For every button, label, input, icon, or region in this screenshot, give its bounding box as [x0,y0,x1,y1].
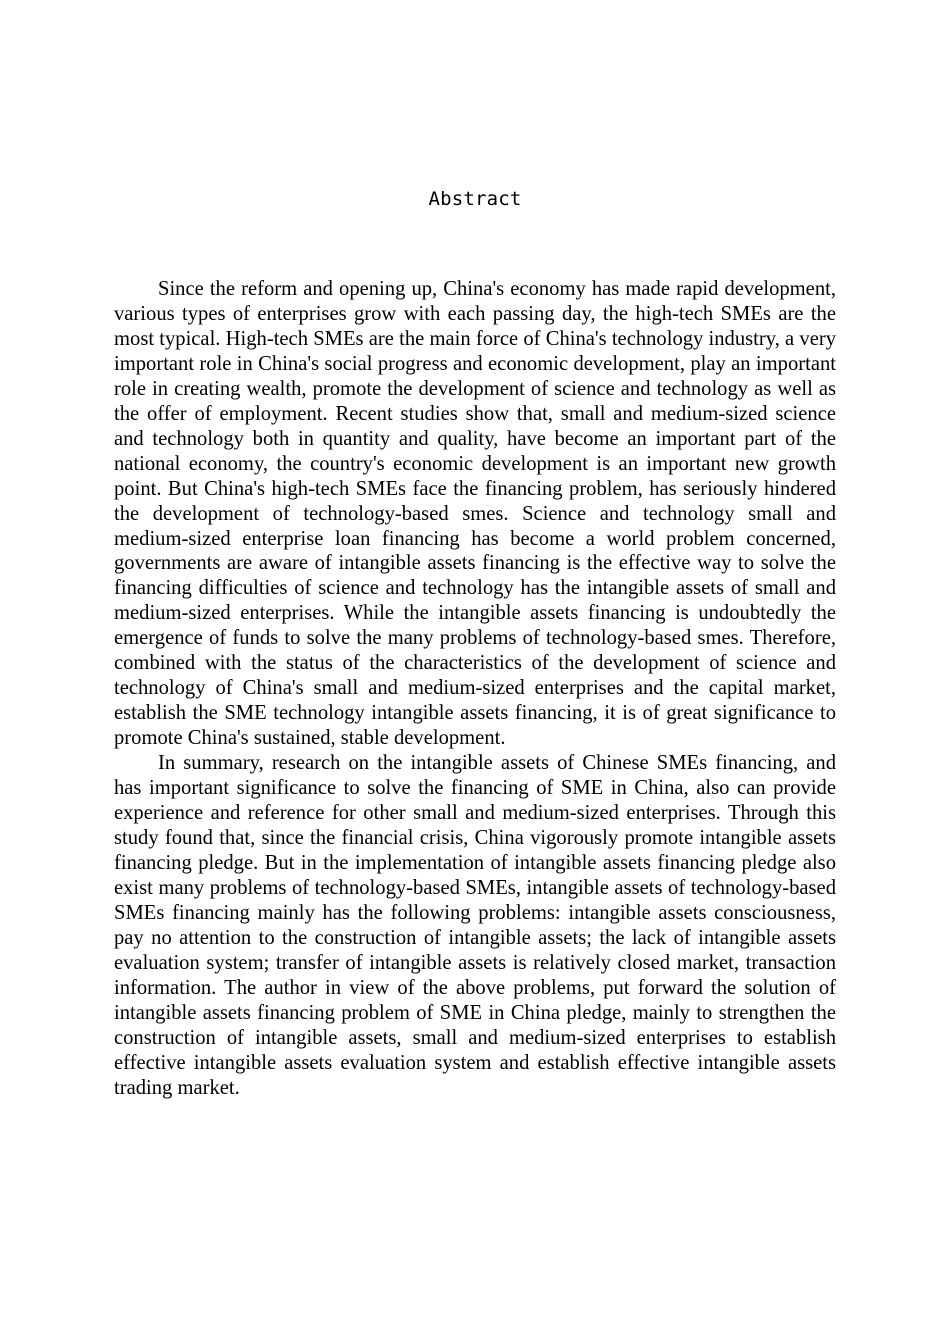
abstract-paragraph-2: In summary, research on the intangible assets of Chinese SMEs financing, and has important significance to solve the financing of SME in China, also can provide experience and reference for other small and medium-sized enterprises. Through this study found that, since the financial crisis, China vigorously promote intangible assets financing pledge. But in the implementation of intangible assets financing pledge also exist many problems of technology-based SMEs, intangible assets of technology-based SMEs financing mainly has the following problems: intangible assets consciousness, pay no attention to the construction of intangible assets; the lack of intangible assets evaluation system; transfer of intangible assets is relatively closed market, transaction information. The author in view of the above problems, put forward the solution of intangible assets financing problem of SME in China pledge, mainly to strengthen the construction of intangible assets, small and medium-sized enterprises to establish effective intangible assets evaluation system and establish effective intangible assets trading market. [114,752,836,1099]
abstract-body [114,277,836,1100]
page-title: Abstract [428,188,522,210]
abstract-paragraph-1: Since the reform and opening up, China's economy has made rapid development, various types of enterprises grow with each passing day, the high-tech SMEs are the most typical. High-tech SMEs are the main force of China's technology industry, a very important role in China's social progress and economic development, play an important role in creating wealth, promote the development of science and technology as well as the offer of employment. Recent studies show that, small and medium-sized science and technology both in quantity and quality, have become an important part of the national economy, the country's economic development is an important new growth point. But China's high-tech SMEs face the financing problem, has seriously hindered the development of technology-based smes. Science and technology small and medium-sized enterprise loan financing has become a world problem concerned, governments are aware of intangible assets financing is the effective way to solve the financing difficulties of science and technology has the intangible assets of small and medium-sized enterprises. While the intangible assets financing is undoubtedly the emergence of funds to solve the many problems of technology-based smes. Therefore, combined with the status of the characteristics of the development of science and technology of China's small and medium-sized enterprises and the capital market, establish the SME technology intangible assets financing, it is of great significance to promote China's sustained, stable development. [114,278,836,750]
